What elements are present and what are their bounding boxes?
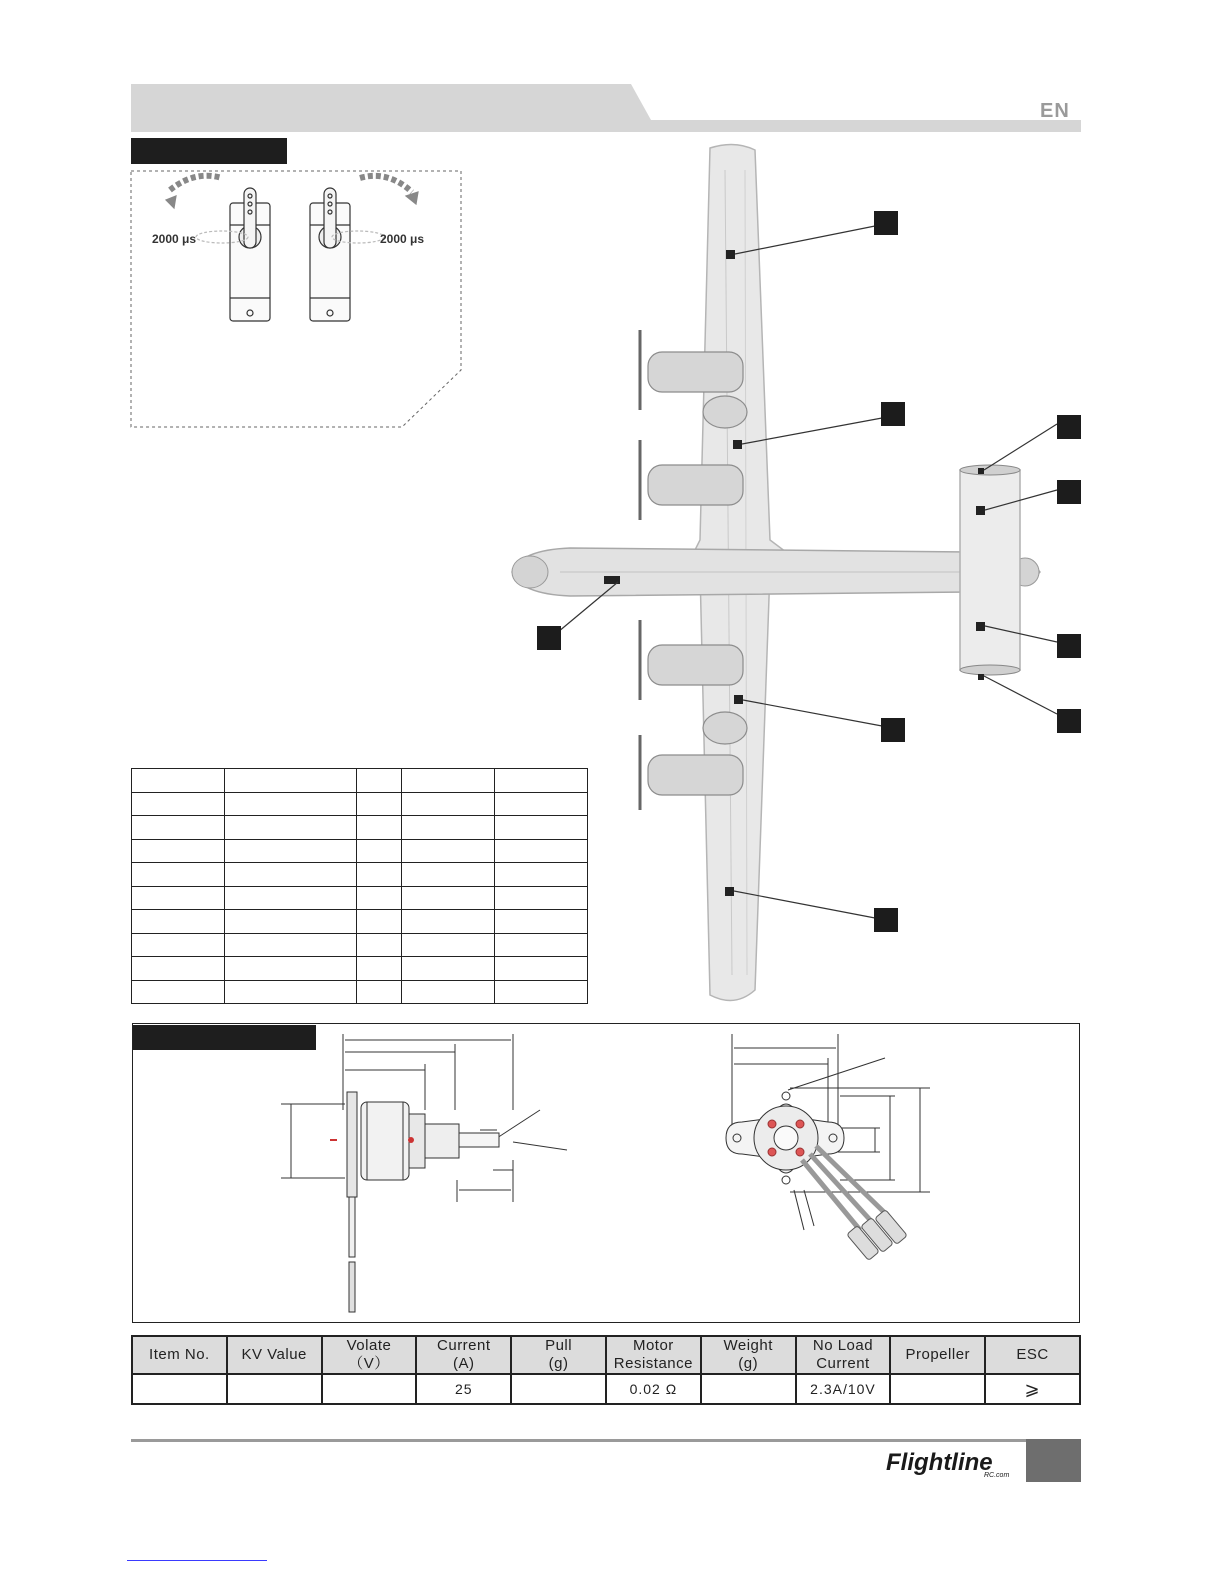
servo-right-icon <box>310 176 418 321</box>
motor-side-view <box>275 1030 575 1320</box>
motor-front-view <box>720 1030 960 1280</box>
footer-link-underline <box>127 1560 267 1561</box>
header-current: Current (A) <box>416 1336 511 1374</box>
value-propeller <box>890 1374 985 1404</box>
footer-rule <box>131 1439 1026 1442</box>
servo-direction-panel <box>130 170 462 428</box>
callout-box <box>1057 415 1081 439</box>
value-item-no <box>132 1374 227 1404</box>
header-motor-resistance: Motor Resistance <box>606 1336 701 1374</box>
header-pull: Pull (g) <box>511 1336 606 1374</box>
header-item-no: Item No. <box>132 1336 227 1374</box>
value-esc: ⩾ <box>985 1374 1080 1404</box>
callout-box <box>881 402 905 426</box>
header-no-load-current: No Load Current <box>796 1336 891 1374</box>
callout-box <box>1057 709 1081 733</box>
callout-box <box>537 626 561 650</box>
aircraft-illustration <box>500 140 1060 1010</box>
value-pull <box>511 1374 606 1404</box>
value-weight <box>701 1374 796 1404</box>
svg-text:RC.com: RC.com <box>984 1472 1010 1478</box>
header-voltage: Volate （V） <box>322 1336 417 1374</box>
header-propeller: Propeller <box>890 1336 985 1374</box>
servo-left-icon <box>166 176 270 321</box>
callout-box <box>874 211 898 235</box>
value-no-load-current: 2.3A/10V <box>796 1374 891 1404</box>
value-voltage <box>322 1374 417 1404</box>
svg-text:Flightline: Flightline <box>886 1449 993 1476</box>
servo-right-pulse-label: 2000 μs <box>380 232 425 246</box>
header-weight: Weight (g) <box>701 1336 796 1374</box>
header-esc: ESC <box>985 1336 1080 1374</box>
table-header-row <box>132 1336 1080 1374</box>
value-kv <box>227 1374 322 1404</box>
callout-box <box>874 908 898 932</box>
callout-box <box>1057 634 1081 658</box>
language-code: EN <box>1040 100 1070 122</box>
table-row <box>132 1374 1080 1404</box>
value-current: 25 <box>416 1374 511 1404</box>
servo-section-tab <box>131 138 287 164</box>
callout-box <box>1057 480 1081 504</box>
brand-logo <box>884 1448 1024 1478</box>
header-kv-value: KV Value <box>227 1336 322 1374</box>
callout-box <box>881 718 905 742</box>
value-resistance: 0.02 Ω <box>606 1374 701 1404</box>
header-band <box>131 84 1081 132</box>
motor-spec-table <box>131 1335 1081 1405</box>
servo-left-pulse-label: 2000 μs <box>152 232 197 246</box>
page-number-box <box>1026 1439 1081 1482</box>
